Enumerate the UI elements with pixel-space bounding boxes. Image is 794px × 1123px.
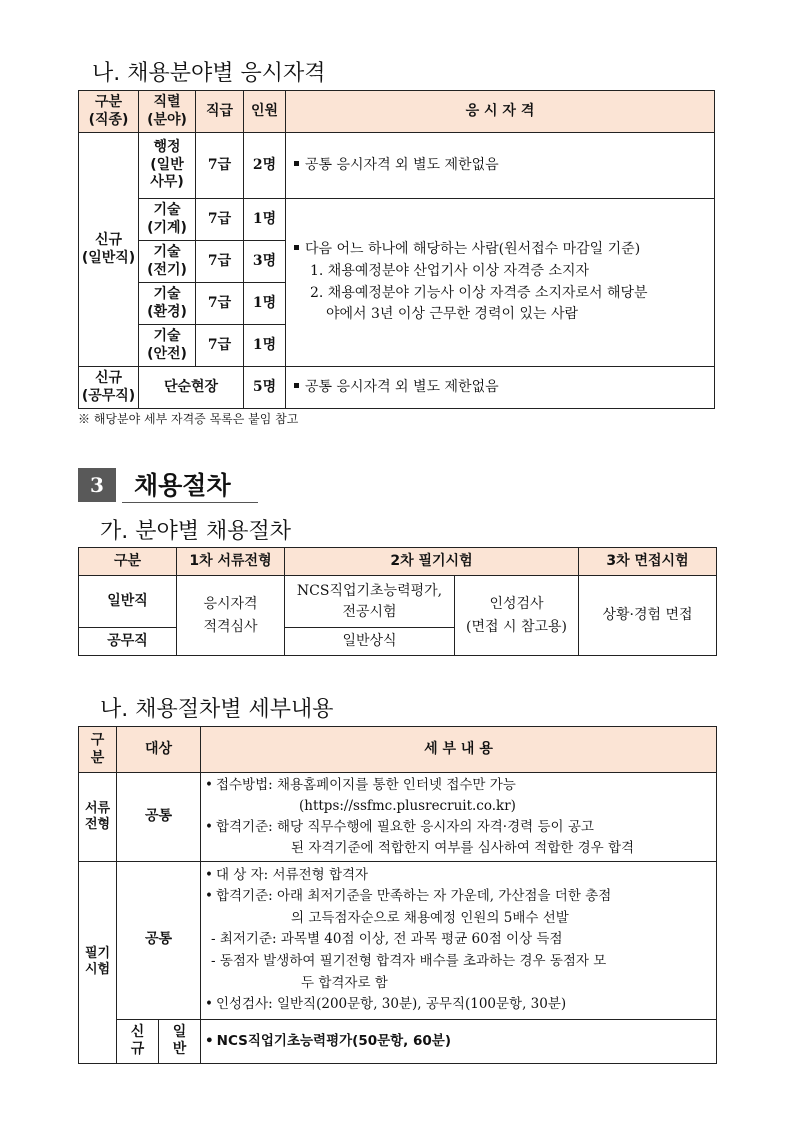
grade-admin: 7급	[196, 133, 244, 199]
job-safety: 기술 (안전)	[139, 325, 196, 367]
count-environment: 1명	[244, 283, 286, 325]
group-public-label: 신규 (공무직)	[79, 367, 139, 409]
count-mechanical: 1명	[244, 199, 286, 241]
header-target: 대상	[117, 727, 201, 773]
written-criteria-cont: 의 고득점자순으로 채용예정 인원의 5배수 선발	[291, 909, 569, 926]
ncs-text: NCS직업기초능력평가(50문항, 60분)	[216, 1032, 452, 1049]
qual-tech-intro: 다음 어느 하나에 해당하는 사람(원서접수 마감일 기준)	[305, 241, 641, 258]
new-label: 신 규	[117, 1019, 159, 1063]
job-environment: 기술 (환경)	[139, 283, 196, 325]
count-safety: 1명	[244, 325, 286, 367]
doc-method: 접수방법: 채용홈페이지를 통한 인터넷 접수만 가능	[215, 777, 516, 793]
job-electrical: 기술 (전기)	[139, 241, 196, 283]
header-stage1: 1차 서류전형	[177, 548, 285, 576]
header-detail: 세 부 내 용	[201, 727, 717, 773]
bullet-square-icon	[294, 383, 299, 388]
qual-public	[286, 367, 715, 409]
header-stage3: 3차 면접시험	[579, 548, 717, 576]
stage2-general: 일반상식	[285, 628, 455, 656]
qual-admin	[286, 133, 715, 199]
written-personality: 인성검사: 일반직(200문항, 30분), 공무직(100문항, 30분)	[215, 996, 567, 1013]
group-general-label: 신규 (일반직)	[79, 133, 139, 367]
header-category: 구분	[79, 548, 177, 576]
qualification-table	[78, 90, 715, 409]
count-admin: 2명	[244, 133, 286, 199]
header-qualification: 응 시 자 격	[286, 91, 715, 133]
bullet-square-icon	[294, 245, 299, 250]
written-test-detail: • 대 상 자: 서류전형 합격자 • 합격기준: 아래 최저기준을 만족하는 자 가운데, 가산점을 더한 총점 의 고득점자순으로 채용예정 인원의 5배수 선발 - 최저기준: 과목별 40점 이상, 전 과목 평균 60점 이상 득점 - 동점자 발생하여 필기전형 합격자 배수를 초과하는 경우 동점자 모 두 합격자로 함 • 인성검사: 일반직(200문항, 30분), 공무직(100문항, 30분)	[201, 861, 717, 1019]
stage3-value: 상황·경험 면접	[579, 576, 717, 656]
section-number-badge: 3	[78, 468, 116, 502]
row-public: 공무직	[79, 628, 177, 656]
row-general: 일반직	[79, 576, 177, 628]
job-mechanical: 기술 (기계)	[139, 199, 196, 241]
written-minimum: - 최저기준: 과목별 40점 이상, 전 과목 평균 60점 이상 득점	[211, 931, 563, 948]
count-electrical: 3명	[244, 241, 286, 283]
written-test-target: 공통	[117, 861, 201, 1019]
bullet-square-icon	[294, 161, 299, 166]
written-criteria: 합격기준: 아래 최저기준을 만족하는 자 가운데, 가산점을 더한 총점	[215, 888, 612, 905]
qual-tech-item-2-cont: 야에서 3년 이상 근무한 경력이 있는 사람	[326, 306, 578, 323]
doc-criteria: 합격기준: 해당 직무수행에 필요한 응시자의 자격·경력 등이 공고	[215, 818, 594, 835]
grade-mechanical: 7급	[196, 199, 244, 241]
section-title-procedure: 채용절차	[134, 471, 231, 500]
header-category: 구분 (직종)	[79, 91, 139, 133]
stage1-value: 응시자격 적격심사	[177, 576, 285, 656]
section-title-by-field: 가. 분야별 채용절차	[100, 519, 291, 544]
doc-screening-target: 공통	[117, 773, 201, 862]
qual-tech-item-2: 2. 채용예정분야 기능사 이상 자격증 소지자로서 해당분	[310, 284, 648, 301]
written-test-label: 필기 시험	[79, 861, 117, 1063]
job-admin: 행정 (일반 사무)	[139, 133, 196, 199]
section-underline	[122, 502, 258, 503]
count-simple-field: 5명	[244, 367, 286, 409]
stage2-ncs: NCS직업기초능력평가, 전공시험	[285, 576, 455, 628]
header-job: 직렬 (분야)	[139, 91, 196, 133]
note-attachment: ※ 해당분야 세부 자격증 목록은 붙임 참고	[78, 412, 299, 426]
qual-admin-text: 공통 응시자격 외 별도 제한없음	[305, 156, 499, 173]
header-category: 구 분	[79, 727, 117, 773]
grade-safety: 7급	[196, 325, 244, 367]
stage2-personality: 인성검사 (면접 시 참고용)	[455, 576, 579, 656]
header-stage2: 2차 필기시험	[285, 548, 579, 576]
ncs-detail: • NCS직업기초능력평가(50문항, 60분)	[201, 1019, 717, 1063]
section-title-details: 나. 채용절차별 세부내용	[100, 697, 334, 722]
grade-environment: 7급	[196, 283, 244, 325]
details-table	[78, 726, 717, 1064]
qual-public-text: 공통 응시자격 외 별도 제한없음	[305, 378, 499, 395]
qual-tech-item-1: 1. 채용예정분야 산업기사 이상 자격증 소지자	[310, 262, 590, 279]
written-tie: - 동점자 발생하여 필기전형 합격자 배수를 초과하는 경우 동점자 모	[211, 952, 607, 969]
header-grade: 직급	[196, 91, 244, 133]
doc-screening-label: 서류 전형	[79, 773, 117, 862]
doc-screening-detail: • 접수방법: 채용홈페이지를 통한 인터넷 접수만 가능 (https://ssfmc.plusrecruit.co.kr) • 합격기준: 해당 직무수행에 필요한 응시자의 자격·경력 등이 공고 된 자격기준에 적합한지 여부를 심사하여 적합한 경우 합격	[201, 773, 717, 862]
doc-url: (https://ssfmc.plusrecruit.co.kr)	[299, 797, 516, 814]
written-tie-cont: 두 합격자로 함	[301, 974, 388, 991]
qual-technical	[286, 199, 715, 367]
header-count: 인원	[244, 91, 286, 133]
job-simple-field: 단순현장	[139, 367, 244, 409]
grade-electrical: 7급	[196, 241, 244, 283]
doc-criteria-cont: 된 자격기준에 적합한지 여부를 심사하여 적합한 경우 합격	[291, 839, 635, 856]
procedure-table	[78, 547, 717, 656]
written-target: 대 상 자: 서류전형 합격자	[215, 866, 369, 883]
general-label: 일 반	[159, 1019, 201, 1063]
section-title-qualifications: 나. 채용분야별 응시자격	[92, 61, 326, 86]
